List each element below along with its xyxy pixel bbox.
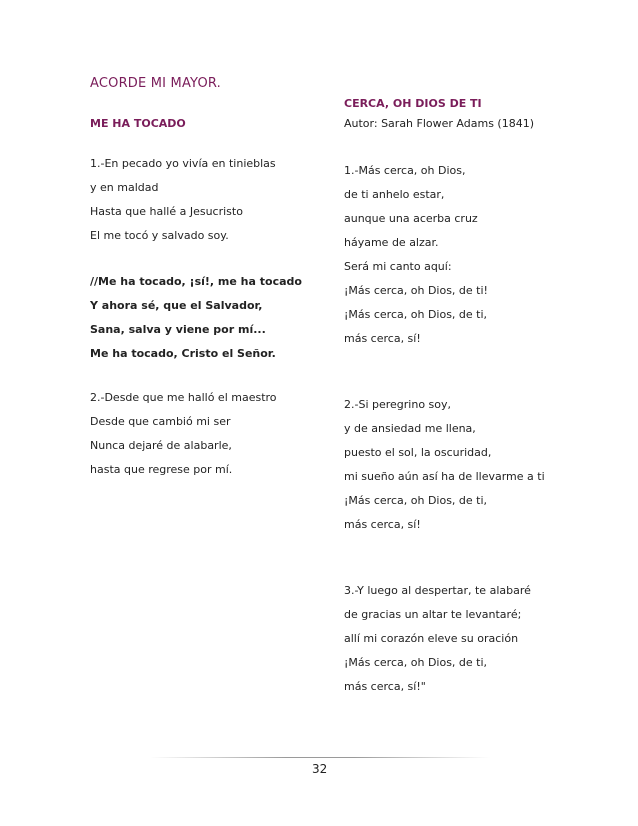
- left-verse1-line: Hasta que hallé a Jesucristo: [90, 205, 243, 218]
- right-verse1-line: aunque una acerba cruz: [344, 212, 478, 225]
- left-chorus-line: //Me ha tocado, ¡sí!, me ha tocado: [90, 275, 302, 288]
- right-verse1-line: háyame de alzar.: [344, 236, 439, 249]
- left-verse1-line: 1.-En pecado yo vivía en tinieblas: [90, 157, 276, 170]
- right-verse1-line: 1.-Más cerca, oh Dios,: [344, 164, 466, 177]
- left-song-title: ME HA TOCADO: [90, 117, 186, 130]
- left-verse1-line: y en maldad: [90, 181, 159, 194]
- right-verse3-line: ¡Más cerca, oh Dios, de ti,: [344, 656, 488, 669]
- right-verse2-line: y de ansiedad me llena,: [344, 422, 476, 435]
- left-verse2-line: Nunca dejaré de alabarle,: [90, 439, 232, 452]
- right-verse3-line: de gracias un altar te levantaré;: [344, 608, 522, 621]
- right-song-title: CERCA, OH DIOS DE TI: [344, 97, 482, 110]
- left-verse2-line: hasta que regrese por mí.: [90, 463, 233, 476]
- right-verse3-line: allí mi corazón eleve su oración: [344, 632, 519, 645]
- right-verse2-line: más cerca, sí!: [344, 518, 421, 531]
- footer-divider: [150, 757, 490, 758]
- left-chorus-line: Sana, salva y viene por mí...: [90, 323, 266, 336]
- right-verse2-line: ¡Más cerca, oh Dios, de ti,: [344, 494, 488, 507]
- left-chorus-line: Y ahora sé, que el Salvador,: [90, 299, 263, 312]
- right-verse3-line: más cerca, sí!": [344, 680, 426, 693]
- right-song-author: Autor: Sarah Flower Adams (1841): [344, 117, 534, 130]
- right-verse1-line: Será mi canto aquí:: [344, 260, 452, 273]
- left-verse2-line: 2.-Desde que me halló el maestro: [90, 391, 277, 404]
- right-verse3-line: 3.-Y luego al despertar, te alabaré: [344, 584, 531, 597]
- left-verse1-line: El me tocó y salvado soy.: [90, 229, 229, 242]
- right-verse1-line: ¡Más cerca, oh Dios, de ti!: [344, 284, 488, 297]
- section-heading: ACORDE MI MAYOR.: [90, 76, 222, 91]
- right-verse2-line: puesto el sol, la oscuridad,: [344, 446, 492, 459]
- right-verse1-line: ¡Más cerca, oh Dios, de ti,: [344, 308, 488, 321]
- right-verse2-line: 2.-Si peregrino soy,: [344, 398, 452, 411]
- page-number: 32: [312, 762, 328, 776]
- right-verse2-line: mi sueño aún así ha de llevarme a ti: [344, 470, 545, 483]
- right-verse1-line: de ti anhelo estar,: [344, 188, 445, 201]
- right-verse1-line: más cerca, sí!: [344, 332, 421, 345]
- left-verse2-line: Desde que cambió mi ser: [90, 415, 231, 428]
- left-chorus-line: Me ha tocado, Cristo el Señor.: [90, 347, 276, 360]
